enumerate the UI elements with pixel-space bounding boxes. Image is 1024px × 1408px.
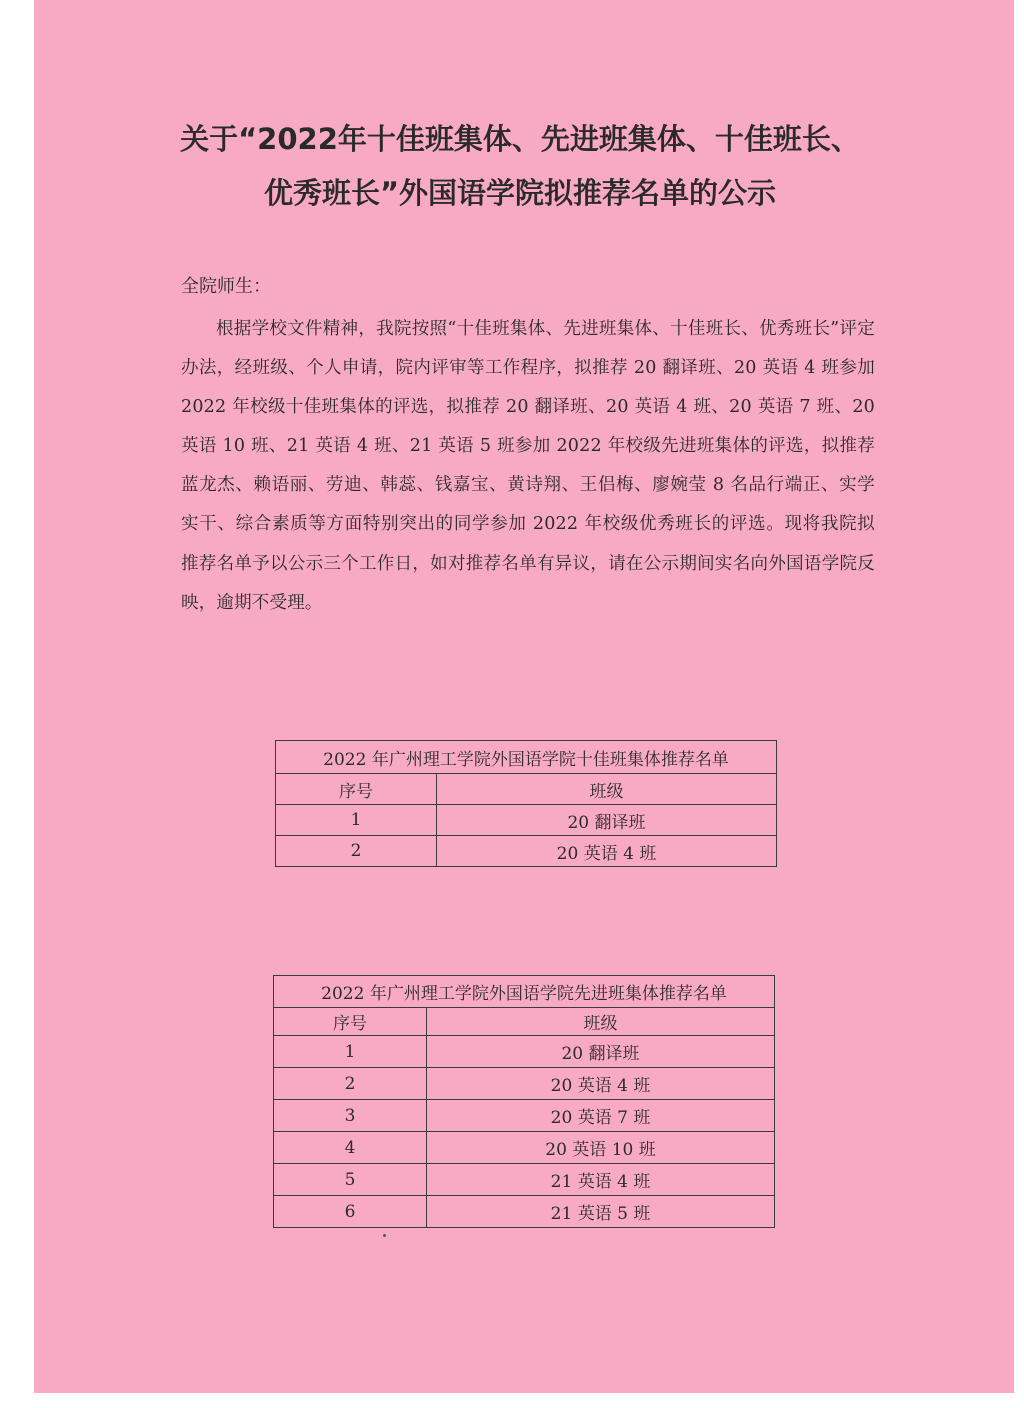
notice-title-line-2: 优秀班长”外国语学院拟推荐名单的公示 [263, 176, 777, 210]
column-header-number: 序号 [274, 1008, 427, 1036]
table-caption: 2022 年广州理工学院外国语学院先进班集体推荐名单 [274, 976, 775, 1008]
advanced-class-table [273, 975, 775, 1228]
top-ten-class-table [275, 740, 777, 867]
row-class: 20 英语 10 班 [427, 1132, 775, 1164]
column-header-class: 班级 [437, 774, 777, 805]
scan-speck [383, 1234, 386, 1237]
row-class: 20 英语 4 班 [427, 1068, 775, 1100]
table-row [274, 1164, 775, 1196]
row-number: 1 [274, 1036, 427, 1068]
notice-title [148, 112, 892, 220]
row-class: 21 英语 4 班 [427, 1164, 775, 1196]
table-row [276, 805, 777, 836]
table-row [274, 1100, 775, 1132]
table-row [274, 1132, 775, 1164]
row-class: 20 翻译班 [437, 805, 777, 836]
column-header-number: 序号 [276, 774, 437, 805]
row-number: 1 [276, 805, 437, 836]
table-caption: 2022 年广州理工学院外国语学院十佳班集体推荐名单 [276, 741, 777, 774]
notice-body: 根据学校文件精神，我院按照“十佳班集体、先进班集体、十佳班长、优秀班长”评定办法，经班级、个人申请，院内评审等工作程序，拟推荐 20 翻译班、20 英语 4 班参加 2022 年校级十佳班集体的评选，拟推荐 20 翻译班、20 英语 4 班、20 英语 7 班、20 英语 10 班、21 英语 4 班、21 英语 5 班参加 2022 年校级先进班集体的评选，拟推荐蓝龙杰、赖语丽、劳迪、韩蕊、钱嘉宝、黄诗翔、王侣梅、廖婉莹 8 名品行端正、实学实干、综合素质等方面特别突出的同学参加 2022 年校级优秀班长的评选。现将我院拟推荐名单予以公示三个工作日，如对推荐名单有异议，请在公示期间实名向外国语学院反映，逾期不受理。 [181, 319, 875, 613]
table-row [276, 836, 777, 867]
row-number: 3 [274, 1100, 427, 1132]
row-class: 20 翻译班 [427, 1036, 775, 1068]
row-number: 6 [274, 1196, 427, 1228]
row-number: 4 [274, 1132, 427, 1164]
row-number: 2 [274, 1068, 427, 1100]
greeting: 全院师生： [181, 276, 271, 297]
row-class: 20 英语 7 班 [427, 1100, 775, 1132]
row-class: 20 英语 4 班 [437, 836, 777, 867]
row-number: 5 [274, 1164, 427, 1196]
table-row [274, 1036, 775, 1068]
row-number: 2 [276, 836, 437, 867]
table-row [274, 1068, 775, 1100]
notice-title-line-1: 关于“2022年十佳班集体、先进班集体、十佳班长、 [180, 122, 860, 156]
column-header-class: 班级 [427, 1008, 775, 1036]
table-row [274, 1196, 775, 1228]
row-class: 21 英语 5 班 [427, 1196, 775, 1228]
